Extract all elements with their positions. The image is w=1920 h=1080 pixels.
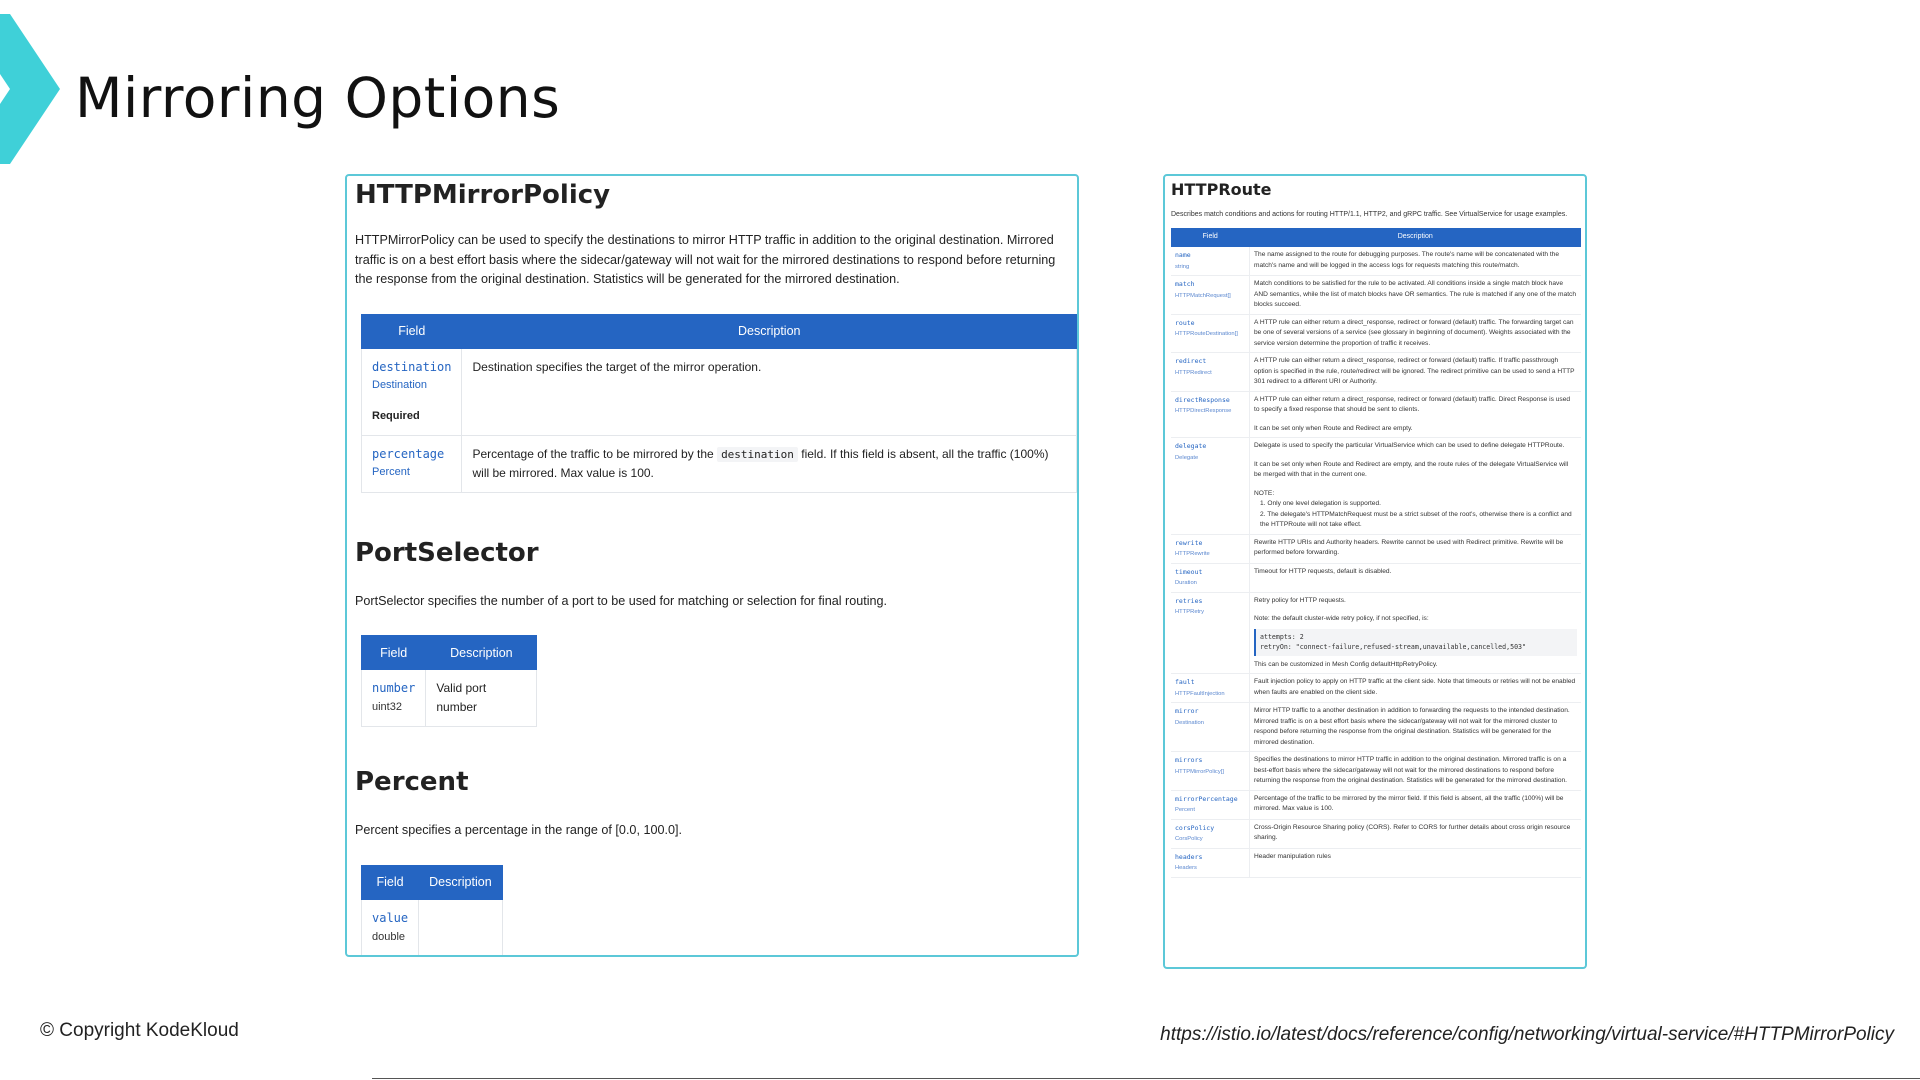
field-type[interactable]: Headers: [1175, 865, 1197, 871]
field-type[interactable]: string: [1175, 263, 1190, 270]
field-type[interactable]: HTTPMirrorPolicy[]: [1175, 768, 1224, 775]
field-name[interactable]: rewrite: [1175, 538, 1203, 547]
table-row: [1171, 819, 1581, 848]
field-description: Percentage of the traffic to be mirrored by the destination field. If this field is absent, all the traffic (100%) will be mirrored. Max value is 100.: [462, 435, 1077, 492]
field-type[interactable]: HTTPRewrite: [1175, 551, 1210, 557]
field-name[interactable]: destination: [372, 359, 452, 374]
field-description: The name assigned to the route for debugging purposes. The route's name will be concatenated with the match's name and will be logged in the access logs for requests matching this route/match.: [1250, 247, 1582, 276]
field-description: A HTTP rule can either return a direct_response, redirect or forward (default) traffic. The forwarding target can be one of several versions of a service (see glossary in beginning of document). Weights associated with the service version determine the proportion of traffic it receives.: [1250, 314, 1582, 353]
table-row: [1171, 790, 1581, 819]
field-name[interactable]: percentage: [372, 446, 445, 461]
field-description: Specifies the destinations to mirror HTTP traffic in addition to the original destination. Mirrored traffic is on a best-effort basis where the sidecar/gateway will not wait for the mirrored destinations to respond before returning the response from the original destination. Statistics will be generated for the mirrored destination.: [1250, 752, 1582, 791]
table-row: [362, 899, 503, 956]
field-name[interactable]: value: [372, 910, 409, 925]
field-description: Cross-Origin Resource Sharing policy (CORS). Refer to CORS for further details about cross origin resource sharing.: [1250, 819, 1582, 848]
copyright-text: © Copyright KodeKloud: [40, 1020, 239, 1041]
table-row: [1171, 674, 1581, 703]
http-route-panel: [1163, 174, 1587, 969]
mirror-policy-table: [361, 314, 1077, 493]
field-type[interactable]: CorsPolicy: [1175, 836, 1203, 842]
field-name[interactable]: retries: [1175, 596, 1203, 605]
port-selector-heading: PortSelector: [355, 537, 539, 568]
table-row: [1171, 391, 1581, 438]
field-type[interactable]: Duration: [1175, 580, 1197, 586]
percent-intro: Percent specifies a percentage in the range of [0.0, 100.0].: [355, 823, 682, 837]
table-row: [1171, 563, 1581, 592]
field-type: uint32: [372, 701, 402, 713]
port-selector-intro: PortSelector specifies the number of a port to be used for matching or selection for final routing.: [355, 593, 888, 608]
code-block: attempts: 2 retryOn: "connect-failure,refused-stream,unavailable,cancelled,503": [1254, 629, 1577, 656]
table-row: [1171, 314, 1581, 353]
field-description: Retry policy for HTTP requests. Note: the default cluster-wide retry policy, if not specified, is: attempts: 2 retryOn: "connect-failure,refused-stream,unavailable,cancelled,503" This can be customized in Mesh Config defaultHttpRetryPolicy.: [1250, 592, 1582, 674]
table-row: [1171, 703, 1581, 752]
field-description: Valid port number: [426, 670, 537, 727]
field-description: Match conditions to be satisfied for the rule to be activated. All conditions inside a single match block have AND semantics, while the list of match blocks have OR semantics. The rule is matched if any one of the match blocks succeed.: [1250, 276, 1582, 315]
field-type[interactable]: HTTPRouteDestination[]: [1175, 331, 1238, 337]
field-name[interactable]: route: [1175, 318, 1195, 327]
field-type[interactable]: Delegate: [1175, 454, 1199, 461]
required-label: Required: [372, 409, 420, 422]
field-type: double: [372, 930, 406, 943]
col-field: Field: [362, 865, 419, 899]
field-type[interactable]: Destination: [372, 378, 428, 391]
table-row: [1171, 276, 1581, 315]
field-description: Percentage of the traffic to be mirrored by the mirror field. If this field is absent, all the traffic (100%) will be mirrored. Max value is 100.: [1250, 790, 1582, 819]
col-field: Field: [1171, 228, 1250, 247]
field-description: Mirror HTTP traffic to a another destination in addition to forwarding the requests to the intended destination. Mirrored traffic is on a best effort basis where the sidecar/gateway will not wait for the mirrored cluster to respond before returning the response from the original destination. Statistics will be generated for the mirrored destination.: [1250, 703, 1582, 752]
field-type[interactable]: Destination: [1175, 719, 1205, 726]
field-description: Rewrite HTTP URIs and Authority headers. Rewrite cannot be used with Redirect primitive. Rewrite will be performed before forwarding.: [1250, 534, 1582, 563]
col-description: Description: [1250, 228, 1582, 247]
mirror-policy-intro: HTTPMirrorPolicy can be used to specify the destinations to mirror HTTP traffic in addition to the original destination. Mirrored traffic is on a best effort basis where the sidecar/gateway will not wait for the mirrored destinations to respond before returning the response from the original destination. Statistics will be generated for the mirrored destination.: [355, 233, 1056, 286]
field-name[interactable]: delegate: [1175, 442, 1207, 450]
field-description: Fault injection policy to apply on HTTP traffic at the client side. Note that timeouts or retries will not be enabled when faults are enabled on the client side.: [1250, 674, 1582, 703]
table-row: [1171, 534, 1581, 563]
col-description: Description: [419, 865, 503, 899]
mirror-docs-panel: [345, 174, 1079, 957]
col-description: Description: [462, 314, 1077, 348]
field-description: Destination specifies the target of the mirror operation.: [462, 348, 1077, 435]
field-type[interactable]: HTTPMatchRequest[]: [1175, 292, 1231, 299]
table-row: [362, 670, 537, 727]
field-type[interactable]: HTTPRetry: [1175, 609, 1204, 615]
field-description: Delegate is used to specify the particular VirtualService which can be used to define delegate HTTPRoute. It can be set only when Route and Redirect are empty, and the route rules of the delegate VirtualService will be merged with that in the current one. NOTE: 1. Only one level delegation is supported. 2. The delegate's HTTPMatchRequest must be a strict subset of the root's, otherwise there is a conflict and the HTTPRoute will not take effect.: [1250, 438, 1582, 535]
field-name[interactable]: fault: [1175, 678, 1195, 686]
port-selector-table: [361, 635, 537, 727]
percent-heading: Percent: [355, 767, 469, 797]
field-type[interactable]: HTTPRedirect: [1175, 369, 1212, 376]
http-route-heading: HTTPRoute: [1171, 180, 1272, 199]
percent-table: [361, 865, 503, 957]
table-row: [362, 348, 1077, 435]
mirror-policy-heading: HTTPMirrorPolicy: [355, 180, 611, 210]
table-row: [1171, 353, 1581, 392]
table-row: [1171, 592, 1581, 674]
field-name[interactable]: mirrorPercentage: [1175, 794, 1238, 803]
table-row: [1171, 438, 1581, 535]
table-row: [1171, 752, 1581, 791]
http-route-table: [1171, 228, 1581, 878]
field-name[interactable]: mirrors: [1175, 756, 1203, 764]
field-type[interactable]: HTTPFaultInjection: [1175, 690, 1225, 697]
field-type[interactable]: Percent: [372, 465, 410, 478]
field-type[interactable]: Percent: [1175, 807, 1195, 813]
chevron-logo-icon: [0, 14, 60, 164]
field-type[interactable]: HTTPDirectResponse: [1175, 408, 1232, 414]
footer-divider: [372, 1078, 1920, 1079]
field-name[interactable]: headers: [1175, 852, 1203, 861]
field-name[interactable]: redirect: [1175, 357, 1207, 365]
field-description: Timeout for HTTP requests, default is disabled.: [1250, 563, 1582, 592]
field-description: Header manipulation rules: [1250, 848, 1582, 877]
http-route-intro: Describes match conditions and actions for routing HTTP/1.1, HTTP2, and gRPC traffic. See VirtualService for usage examples.: [1171, 211, 1568, 218]
col-description: Description: [426, 636, 537, 670]
field-name[interactable]: match: [1175, 280, 1195, 288]
field-name[interactable]: timeout: [1175, 567, 1203, 576]
col-field: Field: [362, 636, 426, 670]
field-description: A HTTP rule can either return a direct_response, redirect or forward (default) traffic. Direct Response is used to specify a fixed response that should be sent to clients. It can be set only when Route and Redirect are empty.: [1250, 391, 1582, 438]
slide-title: Mirroring Options: [75, 66, 561, 130]
inline-code: destination: [717, 447, 798, 462]
field-name[interactable]: directResponse: [1175, 395, 1230, 404]
field-name[interactable]: corsPolicy: [1175, 823, 1215, 832]
field-name[interactable]: number: [372, 681, 416, 695]
reference-url[interactable]: https://istio.io/latest/docs/reference/config/networking/virtual-service/#HTTPMirrorPolicy: [1160, 1024, 1894, 1045]
table-row: [362, 435, 1077, 492]
col-field: Field: [362, 314, 462, 348]
field-name[interactable]: mirror: [1175, 707, 1199, 715]
field-description: A HTTP rule can either return a direct_response, redirect or forward (default) traffic. If traffic passthrough option is specified in the rule, route/redirect will be ignored. The redirect primitive can be used to send a HTTP 301 redirect to a different URI or Authority.: [1250, 353, 1582, 392]
table-row: [1171, 247, 1581, 276]
field-description: [419, 899, 503, 956]
table-row: [1171, 848, 1581, 877]
field-name[interactable]: name: [1175, 251, 1191, 259]
